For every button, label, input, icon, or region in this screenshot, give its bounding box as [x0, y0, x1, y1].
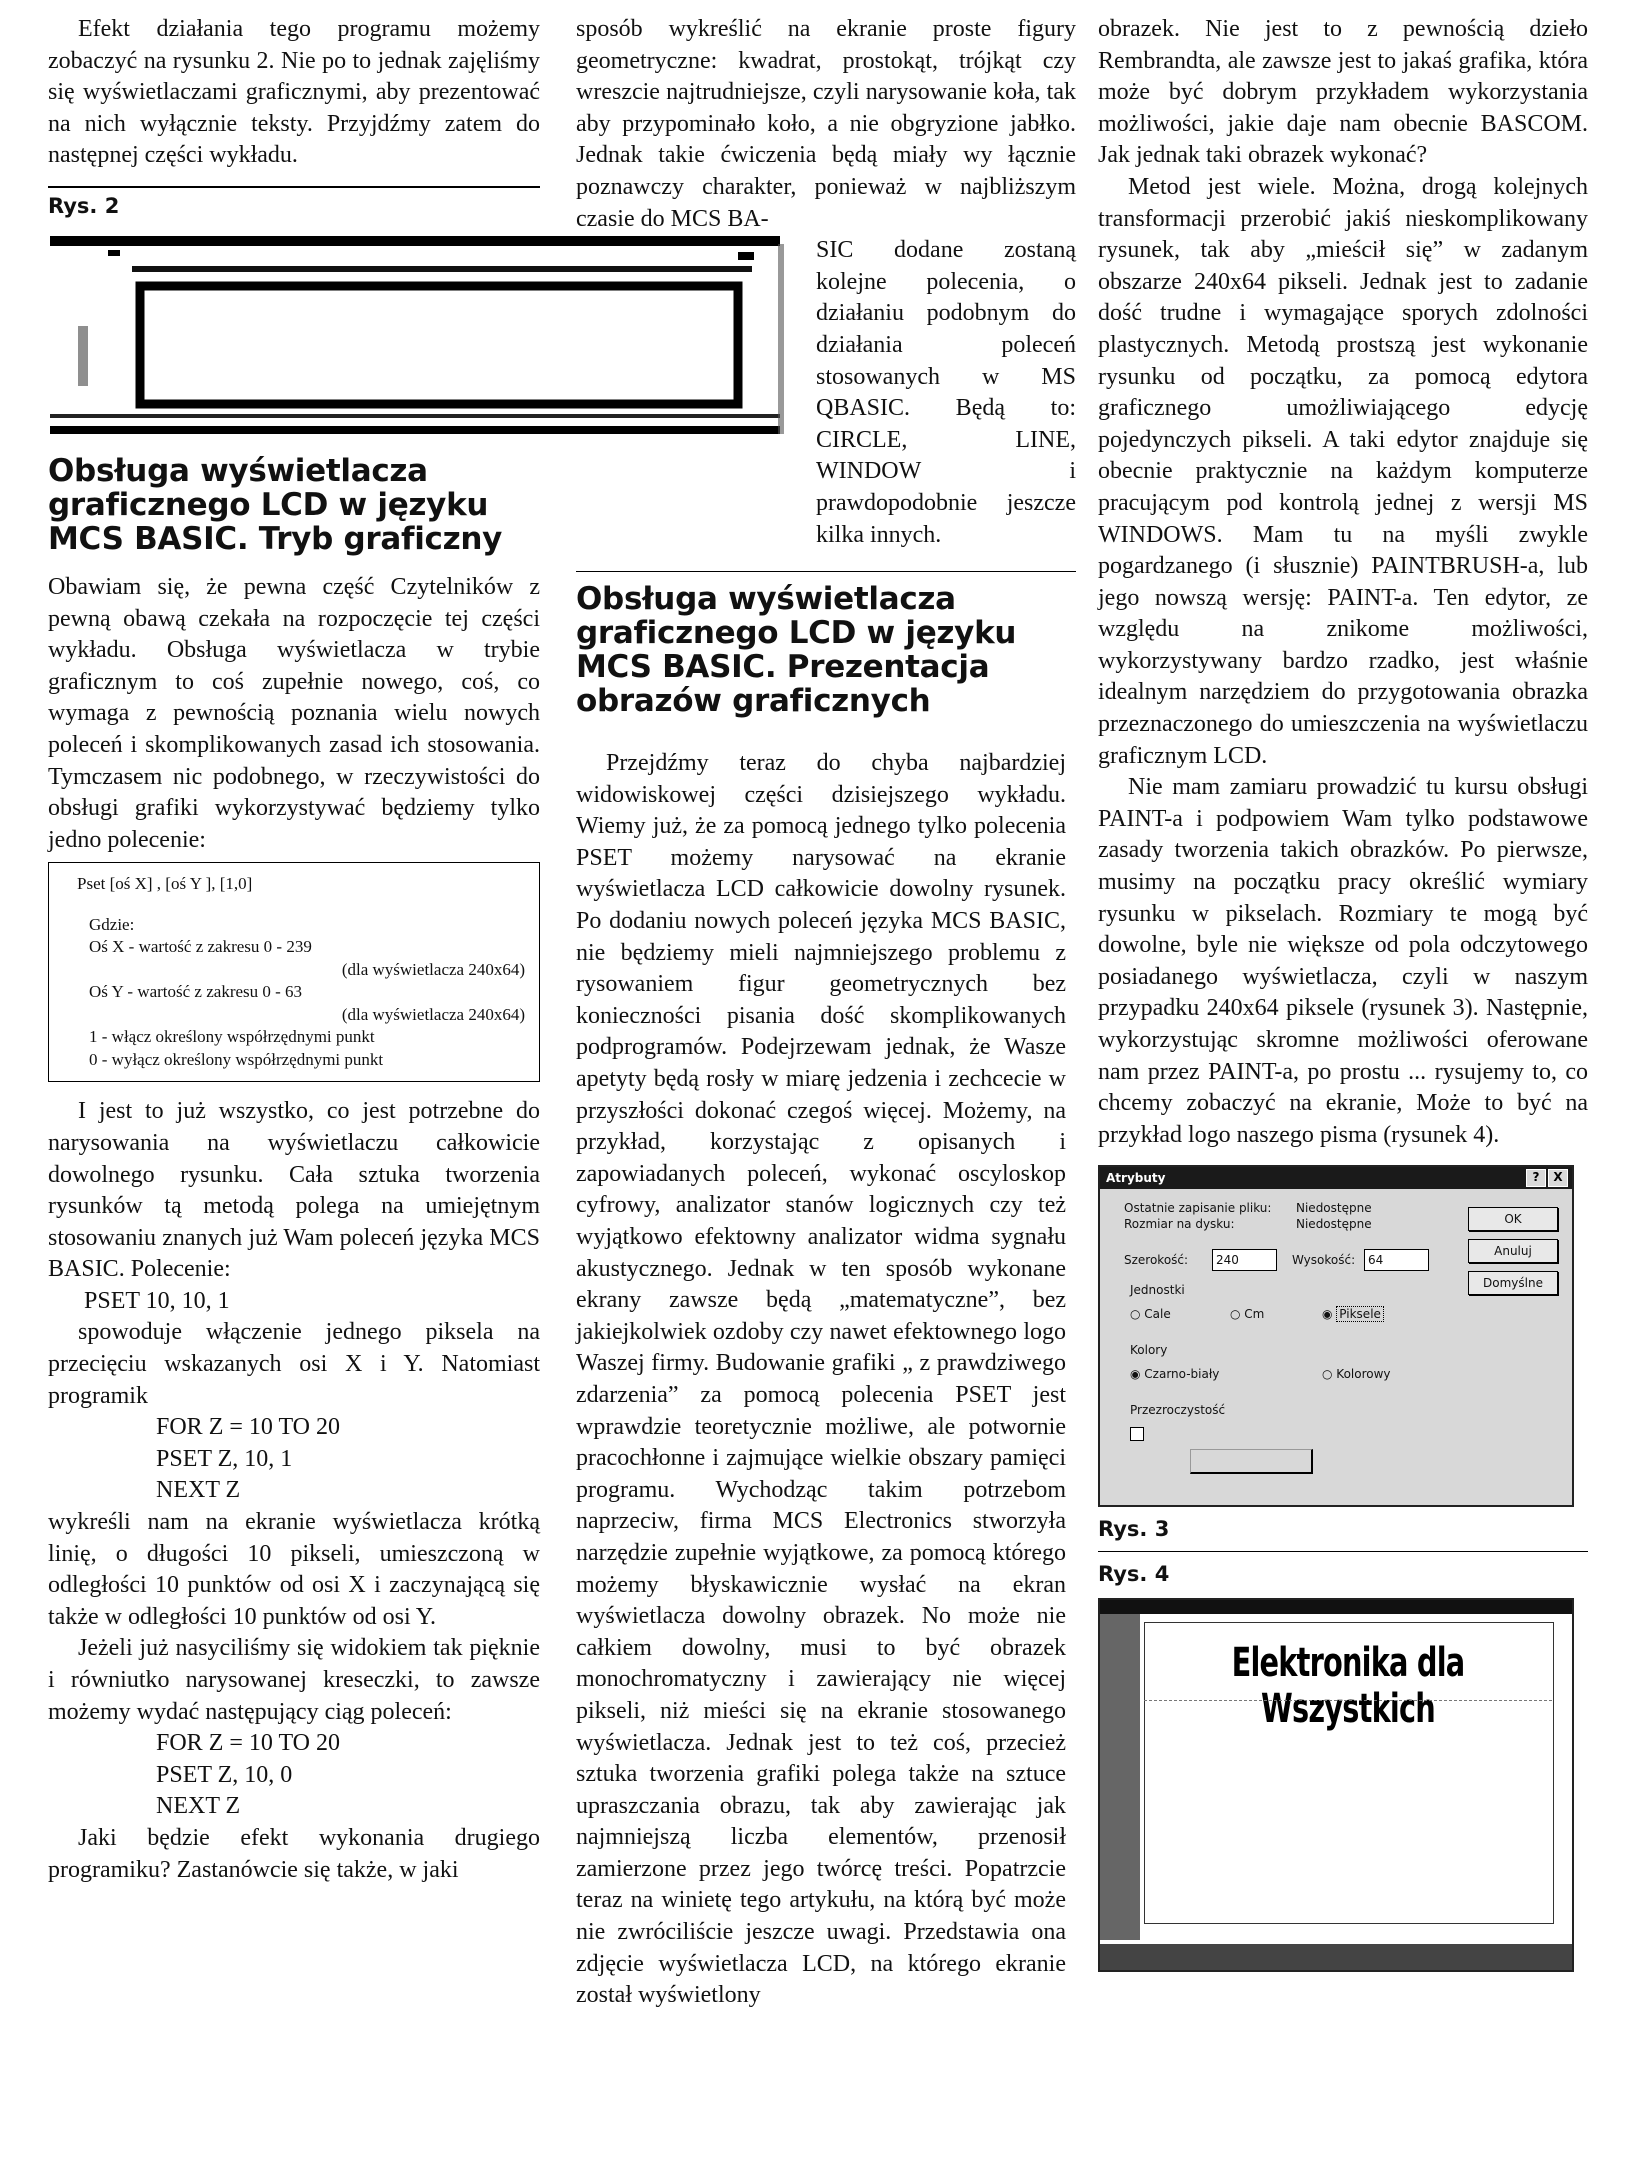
magazine-logo: Elektronika dla Wszystkich [1231, 1640, 1465, 1733]
menu-bar [1100, 1600, 1572, 1614]
paragraph: obrazek. Nie jest to z pewnością dzieło Rembrandta, ale zawsze jest to jakaś grafika, która może być dobrym przykładem wykorzystania możliwości, jakie daje nam obecnie BASCOM. Jak jednak taki obrazek wykonać? [1098, 16, 1588, 169]
box-text: (dla wyświetlacza 240x64) [341, 959, 525, 979]
dialog-titlebar [1100, 1167, 1572, 1189]
height-label: Wysokość: [1292, 1253, 1356, 1268]
last-saved-label: Ostatnie zapisanie pliku: [1124, 1201, 1272, 1216]
code-line: PSET Z, 10, 1 [156, 1445, 293, 1472]
divider [1098, 1551, 1588, 1552]
figure-label: Rys. 4 [1098, 1562, 1170, 1587]
divider [48, 186, 540, 188]
radio-color[interactable]: ○ Kolorowy [1322, 1367, 1391, 1382]
color-picker-button [1190, 1449, 1313, 1474]
column-3 [1098, 14, 1588, 1972]
code-line: PSET 10, 10, 1 [84, 1287, 230, 1314]
figure-label: Rys. 2 [48, 193, 120, 218]
paragraph: SIC dodane zostaną kolejne polecenia, o działaniu podobnym do działania poleceń stosowanych w MS QBASIC. Będą to: CIRCLE, LINE, WINDOW i prawdopodobnie jeszcze kilka innych. [816, 237, 1076, 548]
paragraph: spowoduje włączenie jednego piksela na przecięciu wskazanych osi X i Y. Natomiast programik [48, 1319, 540, 1409]
radio-off-icon: ○ [1322, 1367, 1337, 1382]
canvas-frame [1144, 1700, 1552, 1701]
colors-label: Kolory [1130, 1343, 1168, 1358]
section-heading: Obsługa wyświetlacza graficznego LCD w języku MCS BASIC. Tryb graficzny [48, 452, 503, 557]
code-line: FOR Z = 10 TO 20 [156, 1414, 341, 1441]
attributes-dialog [1098, 1165, 1574, 1507]
width-input[interactable]: 240 [1212, 1249, 1277, 1271]
paragraph: sposób wykreślić na ekranie proste figury geometryczne: kwadrat, prostokąt, trójkąt czy wreszcie najtrudniejsze, czyli narysowanie koła, tak aby przypominało koło, a nie obgryzione jabłko. Jednak takie ćwiczenia będą miały wy łącznie poznawczy charakter, ponieważ w najbliższym czasie do MCS BA- [576, 16, 1076, 232]
radio-inches[interactable]: ○ Cale [1130, 1307, 1171, 1322]
column-2 [576, 14, 1076, 2012]
paint-screenshot [1098, 1598, 1574, 1972]
radio-bw[interactable]: ◉ Czarno-biały [1130, 1367, 1220, 1382]
height-input[interactable]: 64 [1364, 1249, 1429, 1271]
paragraph: Jeżeli już nasyciliśmy się widokiem tak pięknie i równiutko narysowanej kreseczki, to zawsze możemy wydać następujący ciąg poleceń: [48, 1635, 540, 1725]
radio-pixels[interactable]: ◉ Piksele [1322, 1307, 1384, 1321]
dialog-title: Atrybuty [1106, 1171, 1166, 1186]
box-text: 0 - wyłącz określony współrzędnymi punkt [89, 1049, 384, 1069]
code-line: PSET Z, 10, 0 [156, 1761, 293, 1788]
last-saved-value: Niedostępne [1296, 1201, 1372, 1216]
ok-button[interactable]: OK [1468, 1207, 1558, 1231]
box-text: Gdzie: [89, 914, 135, 934]
width-label: Szerokość: [1124, 1253, 1189, 1268]
radio-off-icon: ○ [1130, 1307, 1145, 1322]
toolbox [1100, 1614, 1140, 1940]
paragraph: Efekt działania tego programu możemy zobaczyć na rysunku 2. Nie po to jednak zajęliśmy się wyświetlaczami graficznymi, aby prezentować na nich wyłącznie teksty. Przyjdźmy zatem do następnej części wykładu. [48, 16, 540, 169]
size-label: Rozmiar na dysku: [1124, 1217, 1235, 1232]
help-button[interactable]: ? [1526, 1169, 1546, 1187]
syntax-box [48, 862, 540, 1082]
figure-label: Rys. 3 [1098, 1517, 1170, 1542]
paragraph: Przejdźmy teraz do chyba najbardziej widowiskowej części dzisiejszego wykładu. Wiemy już, że za pomocą jednego tylko polecenia PSET możemy narysować na ekranie wyświetlacza LCD całkowicie dowolny rysunek. Po dodaniu nowych poleceń języka MCS BASIC, nie będziemy mieli najmniejszego problemu z rysowaniem figur geometrycznych bez konieczności pisania dość skomplikowanych podprogramów. Podejrzewam jednak, że Wasze apetyty będą rosły w miarę jedzenia i zechcecie w przyszłości dokonać czegoś więcej. Możemy, na przykład, korzystając z opisanych i zapowiadanych poleceń, wykonać oscyloskop cyfrowy, analizator stanów logicznych czy też wyjątkowo efektowny analizator widma sygnału akustycznego. Jednak w ten sposób wykonane ekrany zawsze będą „matematyczne”, bez jakiejkolwiek ozdoby czy nawet efektownego logo Waszej firmy. Budowanie grafiki „ z prawdziwego zdarzenia” za pomocą polecenia PSET jest wprawdzie teoretycznie możliwe, ale potwornie pracochłonne i zajmujące wielkie obszary pamięci programu. Wychodząc takim potrzebom naprzeciw, firma MCS Electronics stworzyła narzędzie zupełnie wyjątkowe, za pomocą którego możemy błyskawicznie wysłać na ekran wyświetlacza dowolny obrazek. No może nie całkiem dowolny, musi to być obrazek monochromatyczny i zawierający nie więcej pikseli, niż mieści się na ekranie stosowanego wyświetlacza. Jednak jest to też coś, przecież sztuka tworzenia grafiki polega także na sztuce upraszczania obrazu, tak aby zawierając jak najmniejszą liczba elementów, przenosił zamierzone przez jego twórcę treści. Popatrzcie teraz na winietę tego artykułu, na którą być może nie zwróciliście jeszcze uwagi. Przedstawia ona zdjęcie wyświetlacza LCD, na którego ekranie został wyświetlony [576, 750, 1066, 2009]
paragraph: Obawiam się, że pewna część Czytelników z pewną obawą czekała na rozpoczęcie tej części wykładu. Obsługa wyświetlacza w trybie graficznym to coś zupełnie nowego, coś, co wymaga z pewnością poznania wielu nowych poleceń i skomplikowanych zasad ich stosowania. Tymczasem nic podobnego, w rzeczywistości do obsługi grafiki wykorzystywać będziemy tylko jedno polecenie: [48, 573, 540, 853]
radio-on-icon: ◉ [1130, 1367, 1145, 1382]
divider [576, 571, 1076, 572]
column-1 [48, 14, 540, 1886]
box-text: Oś X - wartość z zakresu 0 - 239 [89, 937, 312, 957]
radio-on-icon: ◉ [1322, 1307, 1337, 1322]
units-label: Jednostki [1130, 1283, 1185, 1298]
size-value: Niedostępne [1296, 1217, 1372, 1232]
code-line: FOR Z = 10 TO 20 [156, 1730, 341, 1757]
syntax-line: Pset [oś X] , [oś Y ], [1,0] [77, 874, 253, 894]
radio-off-icon: ○ [1230, 1307, 1245, 1322]
radio-cm[interactable]: ○ Cm [1230, 1307, 1265, 1322]
box-text: (dla wyświetlacza 240x64) [341, 1004, 525, 1024]
box-text: 1 - włącz określony współrzędnymi punkt [89, 1027, 375, 1047]
paragraph: Nie mam zamiaru prowadzić tu kursu obsługi PAINT-a i podpowiem Wam tylko podstawowe zasady tworzenia takich obrazków. Po pierwsze, musimy na początku pracy określić wymiary rysunku w pikselach. Rozmiary te mogą być dowolne, byle nie większe od pola odczytowego posiadanego wyświetlacza, czyli w naszym przypadku 240x64 piksele (rysunek 3). Następnie, wykorzystując skromne możliwości oferowane nam przez PAINT-a, po prostu ... rysujemy to, co chcemy zobaczyć na ekranie, Może to być na przykład logo naszego pisma (rysunek 4). [1098, 774, 1588, 1148]
transparency-label: Przezroczystość [1130, 1403, 1226, 1418]
section-heading: Obsługa wyświetlacza graficznego LCD w języku MCS BASIC. Prezentacja obrazów graficznych [576, 581, 1017, 720]
paragraph: I jest to już wszystko, co jest potrzebne do narysowania na wyświetlaczu całkowicie dowolnego rysunku. Cała sztuka tworzenia rysunków tą metodą polega na umiejętnym stosowaniu znanych już Wam poleceń języka MCS BASIC. Polecenie: [48, 1098, 540, 1283]
status-bar [1100, 1944, 1572, 1970]
default-button[interactable]: Domyślne [1468, 1271, 1558, 1295]
box-text: Oś Y - wartość z zakresu 0 - 63 [89, 982, 303, 1002]
close-button[interactable]: X [1548, 1169, 1568, 1187]
paragraph: Metod jest wiele. Można, drogą kolejnych transformacji przerobić jakiś nieskomplikowany rysunek, tak aby „mieścił się” w zadanym obszarze 240x64 pikseli. Jednak jest to zadanie dość trudne i wymagające sporych zdolności plastycznych. Metodą prostszą jest wykonanie rysunku od początku, za pomocą edytora graficznego umożliwiającego edycję pojedynczych pikseli. A taki edytor znajduje się obecnie praktycznie na każdym komputerze pracującym pod kontrolą jednej z wersji MS WINDOWS. Mam tu na myśli zwykle pogardzanego (i słusznie) PAINTBRUSH-a, lub jego nowszą wersję: PAINT-a. Ten edytor, ze względu na znikome możliwości, wykorzystywany bardzo rzadko, jest właśnie idealnym narzędziem do przygotowania obrazka przeznaczonego do umieszczenia na wyświetlaczu graficznym LCD. [1098, 173, 1588, 769]
code-line: NEXT Z [156, 1793, 241, 1820]
paragraph: wykreśli nam na ekranie wyświetlacza krótką linię, o długości 10 pikseli, umieszczoną w odległości 10 punktów od osi X i zaczynającą się także w odległości 10 punktów od osi Y. [48, 1509, 540, 1630]
cancel-button[interactable]: Anuluj [1468, 1239, 1558, 1263]
paragraph: Jaki będzie efekt wykonania drugiego programiku? Zastanówcie się także, w jaki [48, 1824, 540, 1883]
code-line: NEXT Z [156, 1477, 241, 1504]
transparency-checkbox[interactable] [1130, 1427, 1144, 1441]
